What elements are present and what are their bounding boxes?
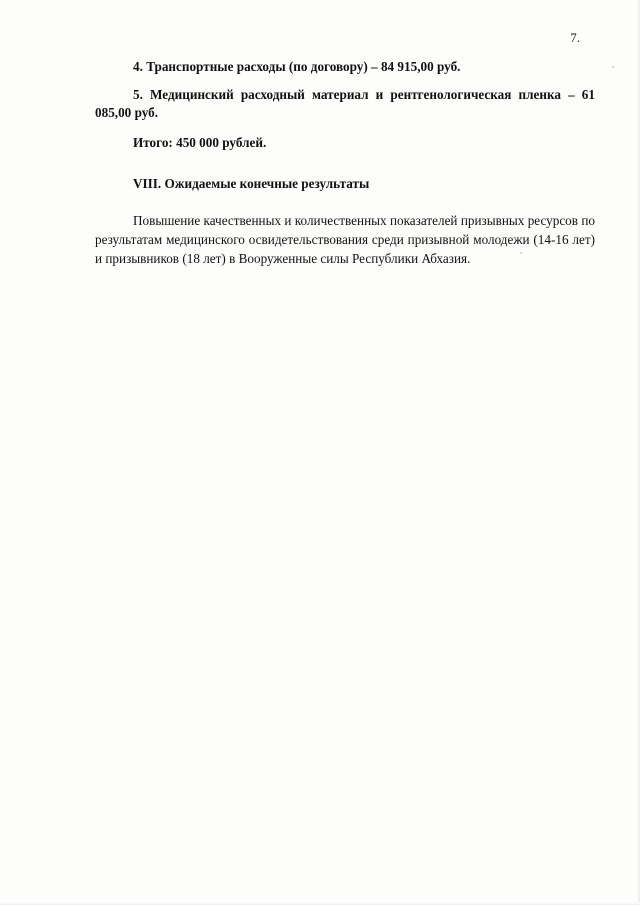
page-number: 7. xyxy=(570,30,580,45)
paragraph-total: Итого: 450 000 рублей. xyxy=(133,135,267,151)
paragraph-item-5: 5. Медицинский расходный материал и рентгенологическая пленка – 61 085,00 руб. xyxy=(95,86,595,121)
scan-speck xyxy=(520,252,522,254)
paragraph-item-4: 4. Транспортные расходы (по договору) – 84 915,00 руб. xyxy=(133,59,461,74)
document-body xyxy=(95,58,595,277)
heading-section-viii: VIII. Ожидаемые конечные результаты xyxy=(133,175,370,191)
paragraph-closing-body: Повышение качественных и количественных показателей призывных ресурсов по результатам медицинского освидетельствования среди призывной молодежи (14-16 лет) и призывников (18 лет) в Вооруженные силы Республики Абхазия. xyxy=(95,212,595,266)
scan-speck xyxy=(612,66,614,68)
